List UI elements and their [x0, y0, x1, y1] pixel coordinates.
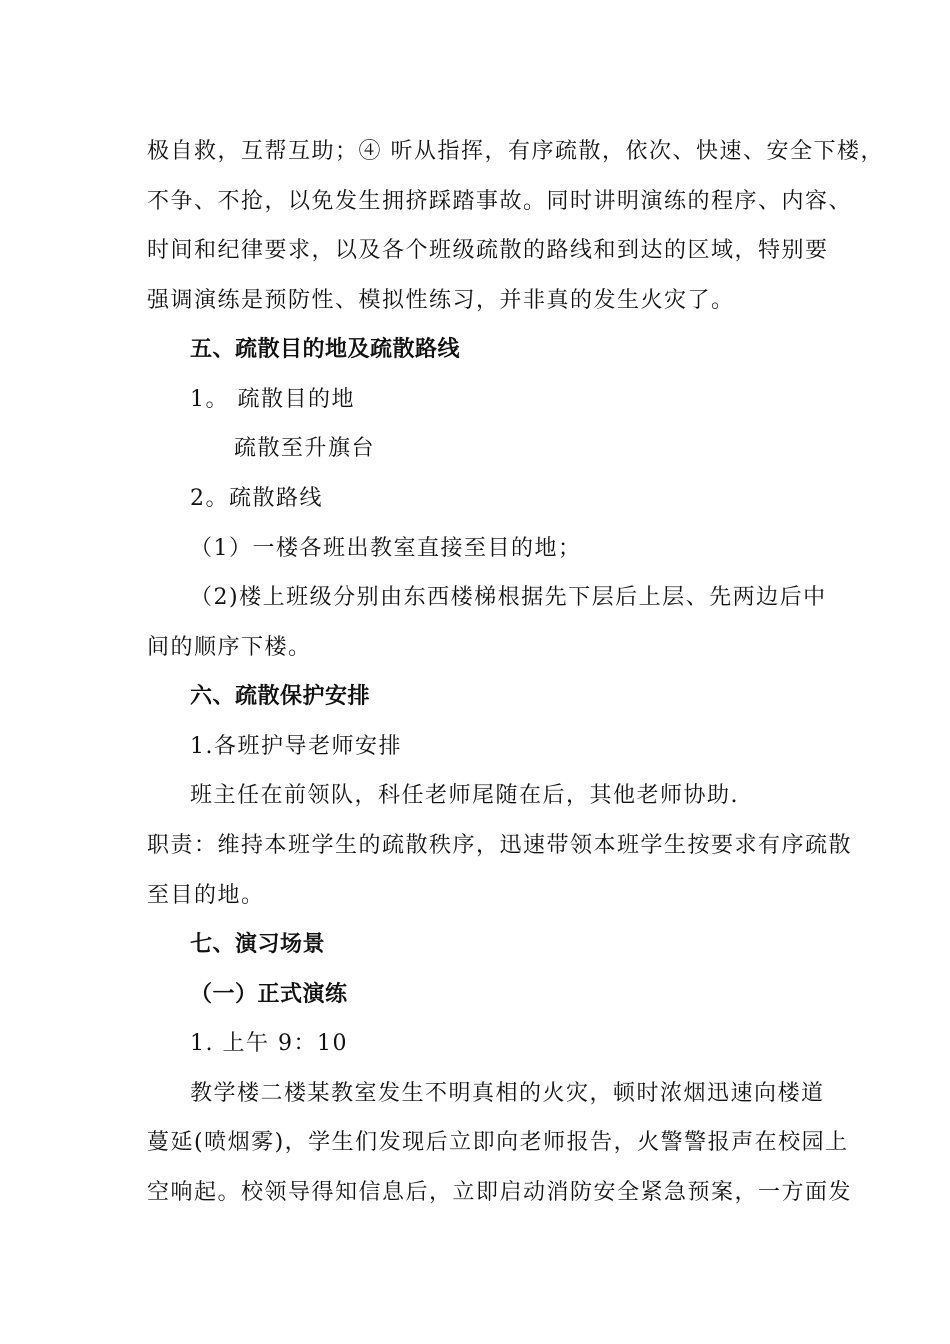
subsection-heading-formal: （一）正式演练	[190, 982, 348, 1007]
paragraph-line-4: 强调演练是预防性、模拟性练习，并非真的发生火灾了。	[147, 288, 735, 313]
paragraph-line-1: 极自救，互帮互助；④ 听从指挥，有序疏散，依次、快速、安全下楼，	[147, 139, 884, 164]
destination-text: 疏散至升旗台	[234, 436, 376, 461]
section-heading-7: 七、演习场景	[190, 932, 326, 957]
time-item: 1. 上午 9：10	[190, 1031, 348, 1056]
scenario-line-2: 蔓延(喷烟雾)，学生们发现后立即向老师报告，火警警报声在校园上	[147, 1130, 849, 1155]
duty-text-cont: 至目的地。	[147, 883, 265, 908]
paragraph-line-3: 时间和纪律要求，以及各个班级疏散的路线和到达的区域，特别要	[147, 238, 829, 263]
teachers-text: 班主任在前领队，科任老师尾随在后，其他老师协助.	[190, 783, 739, 808]
route-item-1: （1）一楼各班出教室直接至目的地；	[190, 536, 582, 561]
route-item-2: （2)楼上班级分别由东西楼梯根据先下层后上层、先两边后中	[190, 585, 827, 610]
scenario-line-3: 空响起。校领导得知信息后，立即启动消防安全紧急预案，一方面发	[147, 1180, 853, 1205]
subheading-route: 2。疏散路线	[190, 486, 323, 511]
route-item-2-cont: 间的顺序下楼。	[147, 635, 312, 660]
duty-text: 职责：维持本班学生的疏散秩序，迅速带领本班学生按要求有序疏散	[147, 833, 853, 858]
scenario-line-1: 教学楼二楼某教室发生不明真相的火灾，顿时浓烟迅速向楼道	[190, 1081, 825, 1106]
subheading-destination: 1。 疏散目的地	[190, 387, 355, 412]
paragraph-line-2: 不争、不抢，以免发生拥挤踩踏事故。同时讲明演练的程序、内容、	[147, 189, 853, 214]
section-heading-5: 五、疏散目的地及疏散路线	[190, 337, 461, 362]
subheading-teachers: 1.各班护导老师安排	[190, 734, 402, 759]
section-heading-6: 六、疏散保护安排	[190, 684, 371, 709]
